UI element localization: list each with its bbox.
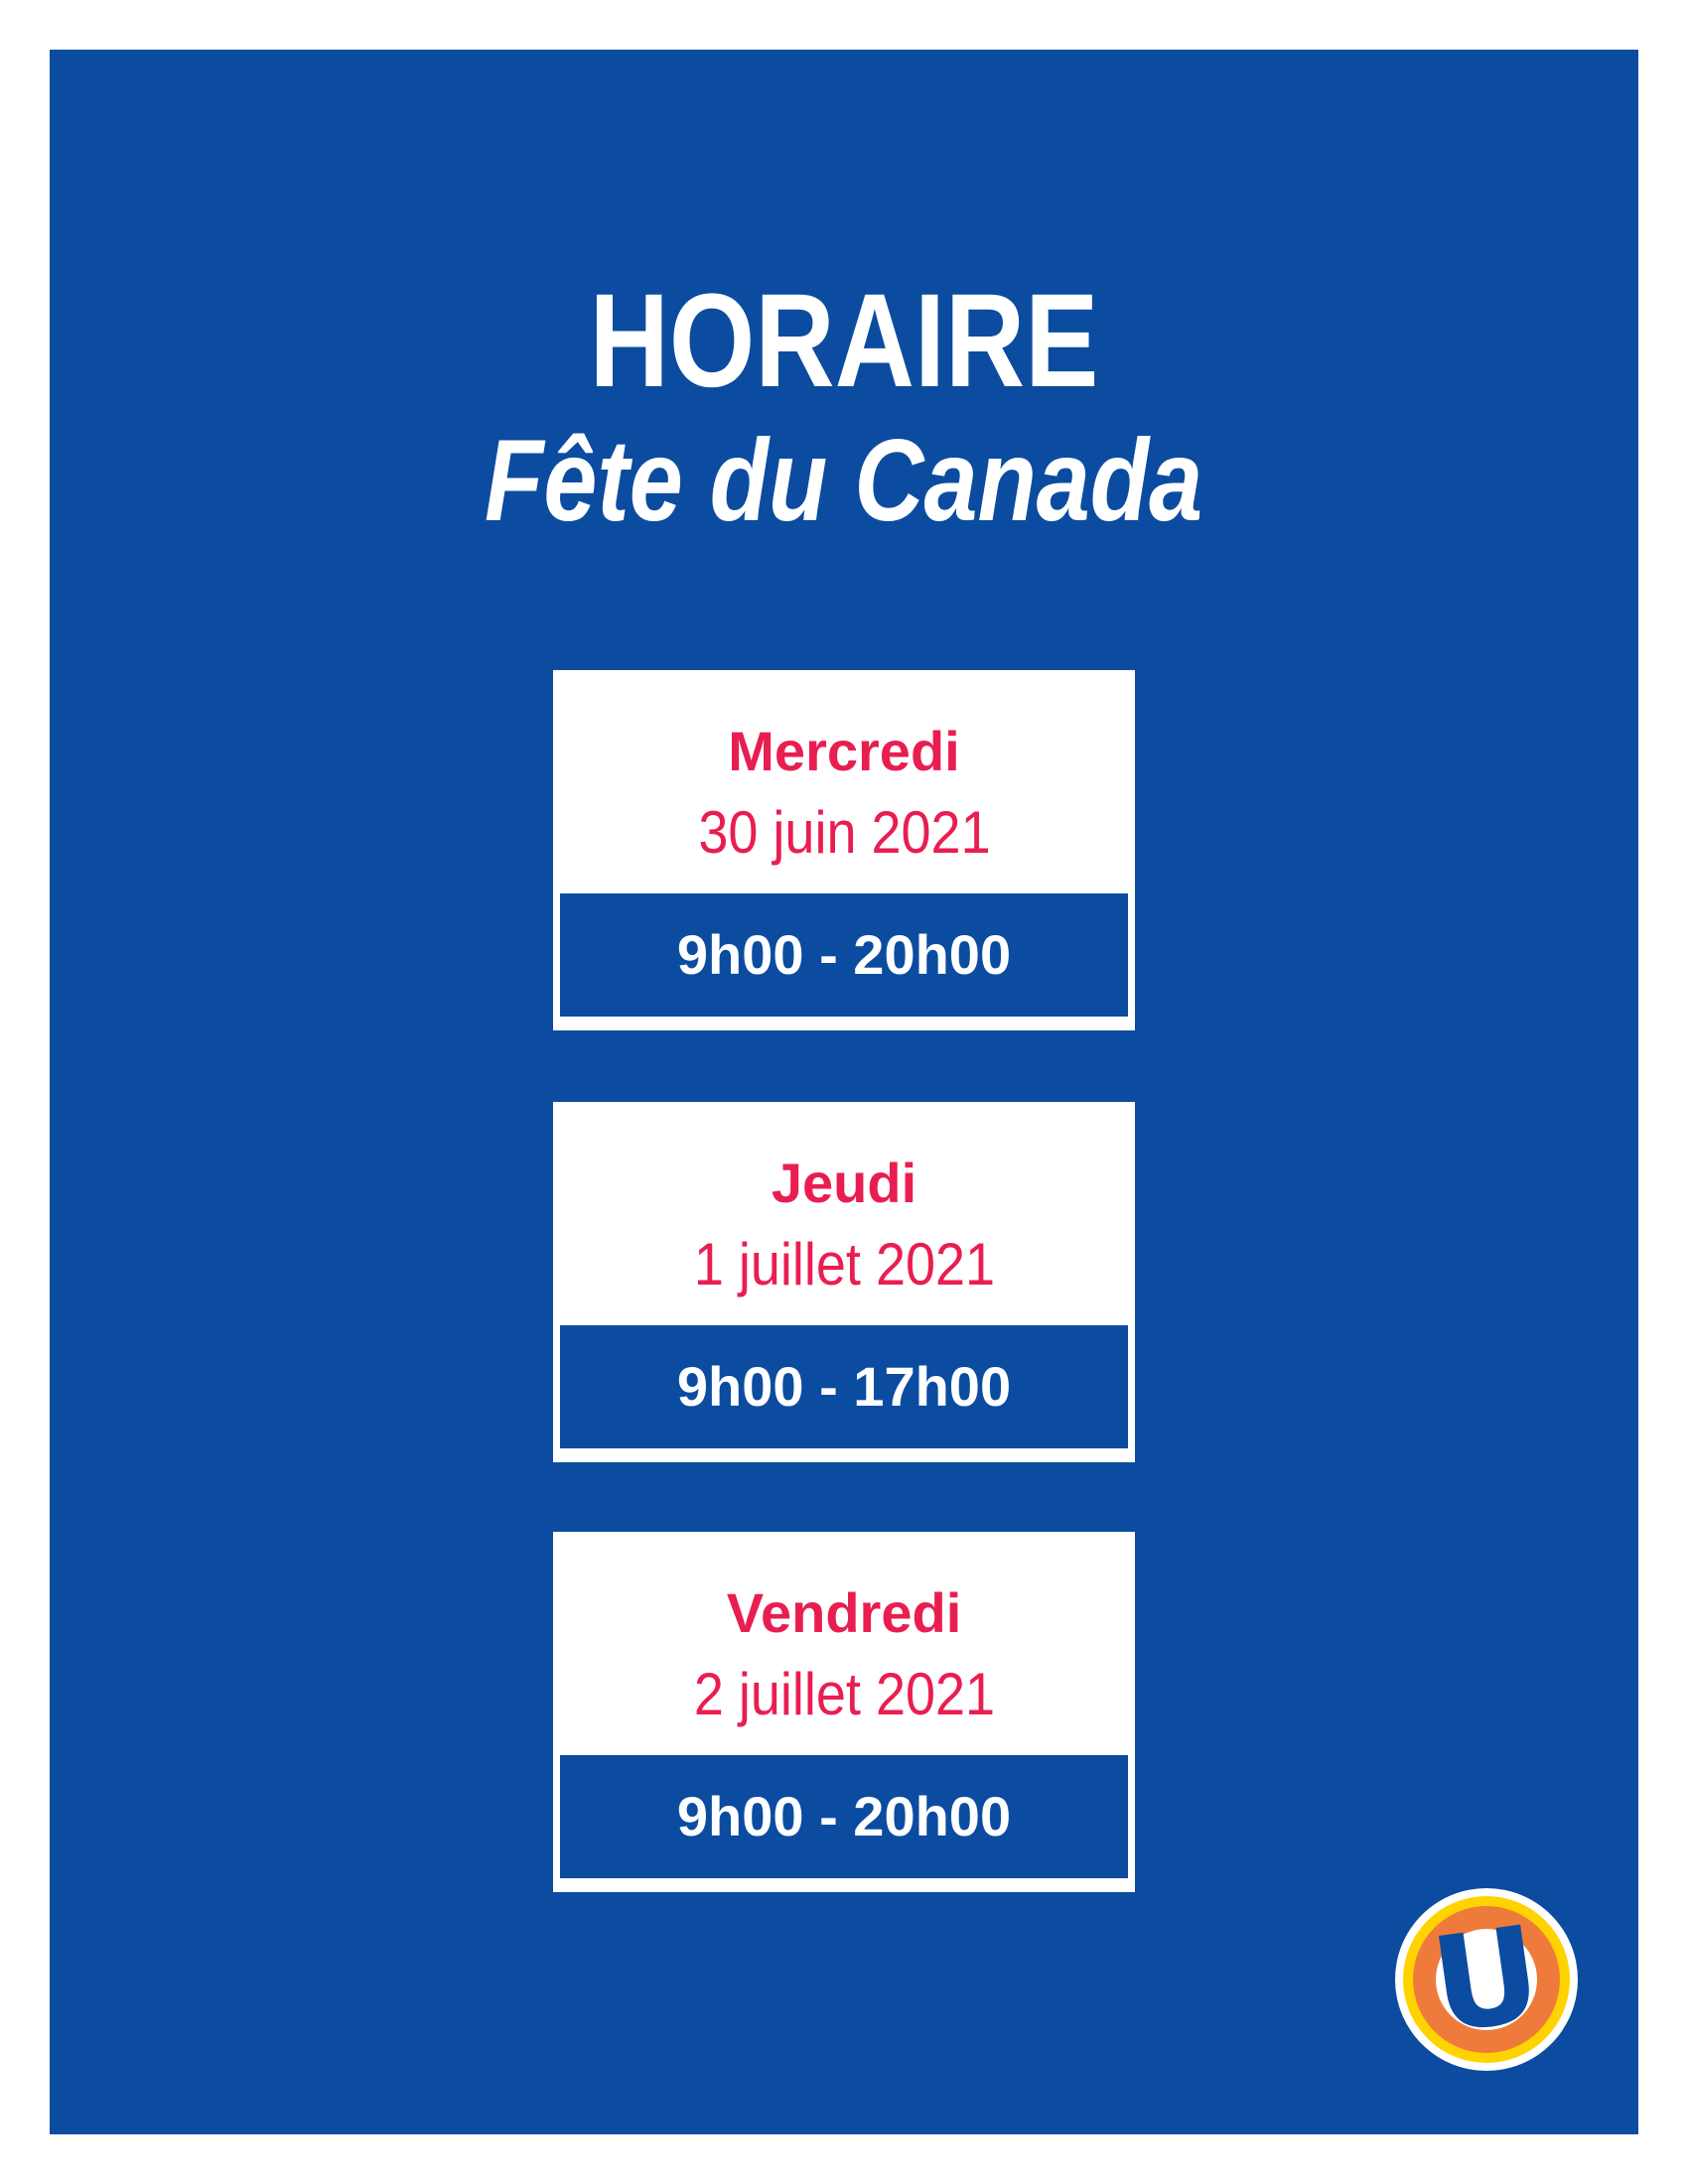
schedule-card-thursday [553,1102,1135,1462]
day-label: Vendredi [726,1581,962,1644]
date-label [553,799,1135,866]
hours-bar [560,1325,1128,1448]
poster-subtitle-text: Fête du Canada [485,415,1203,545]
brand-logo-u-icon [1387,1880,1586,2079]
hours-bar [560,893,1128,1017]
schedule-card-wednesday [553,670,1135,1030]
date-text: 30 juin 2021 [697,799,991,866]
hours-text: 9h00 - 17h00 [676,1355,1012,1418]
date-label [553,1231,1135,1297]
date-text: 2 juillet 2021 [693,1661,995,1727]
poster-subtitle [50,415,1638,545]
day-label: Mercredi [728,720,960,782]
blue-panel [50,50,1638,2134]
schedule-card-friday [553,1532,1135,1892]
date-text: 1 juillet 2021 [693,1231,995,1297]
logo-letter: U [1423,1897,1550,2064]
day-label: Jeudi [771,1152,917,1214]
poster-title-text: HORAIRE [589,267,1099,415]
hours-text: 9h00 - 20h00 [676,1785,1012,1847]
hours-text: 9h00 - 20h00 [676,923,1012,986]
date-label [553,1661,1135,1727]
hours-bar [560,1755,1128,1878]
poster-title [50,267,1638,415]
